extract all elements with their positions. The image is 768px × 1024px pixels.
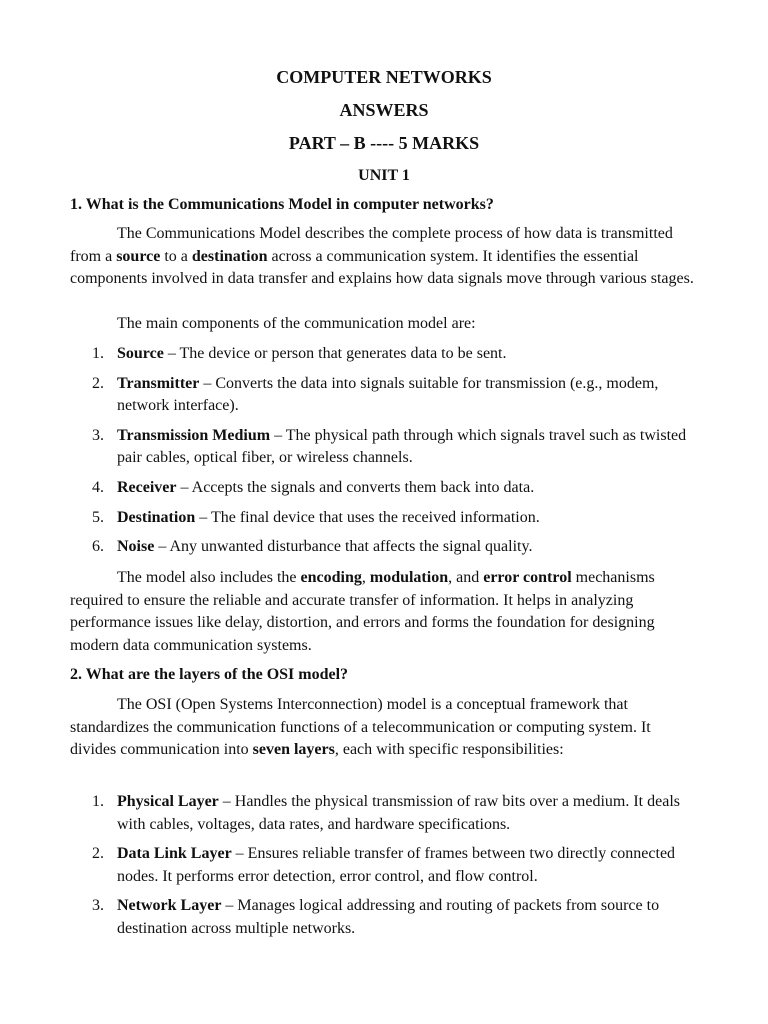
list-item [70, 791, 700, 836]
paragraph-text: to a [160, 247, 192, 265]
paragraph-text: The Communications Model describes the complete process of how data is transmitted from a [70, 225, 673, 265]
list-item [70, 477, 700, 500]
list-description: – Accepts the signals and converts them back into data. [176, 478, 535, 496]
list-item [70, 425, 700, 470]
list-description: – Handles the physical transmission of raw bits over a medium. It deals with cables, voltages, data rates, and hardware specifications. [117, 793, 680, 833]
list-description: – Ensures reliable transfer of frames between two directly connected nodes. It performs error detection, error control, and flow control. [117, 845, 676, 885]
bold-term-error-control: error control [483, 569, 572, 586]
question-1-paragraph-1 [70, 223, 700, 291]
list-number: 4. [92, 478, 104, 496]
communication-components-list [70, 343, 700, 566]
list-item [70, 536, 700, 559]
list-description: – Any unwanted disturbance that affects the signal quality. [154, 538, 533, 556]
list-item [70, 507, 700, 530]
paragraph-text: The OSI (Open Systems Interconnection) model is a conceptual framework that standardizes the communication functions of a telecommunication or computing system. It divides communication into [70, 696, 651, 759]
list-number: 6. [92, 538, 104, 556]
list-term: Noise [117, 538, 155, 556]
list-number: 3. [92, 897, 104, 915]
question-2-heading: 2. What are the layers of the OSI model? [70, 666, 349, 683]
list-number: 1. [92, 345, 104, 362]
list-term: Physical Layer [117, 793, 219, 810]
paragraph-text: , and [448, 569, 484, 586]
paragraph-text: across a communication system. It identifies the essential components involved in data transfer and explains how data signals move through various stages. [70, 247, 694, 288]
list-description: – The final device that uses the received information. [195, 508, 540, 526]
bold-term-destination: destination [191, 247, 268, 265]
list-item [70, 843, 700, 888]
bold-term-encoding: encoding [300, 569, 362, 586]
list-term: Transmission Medium [117, 426, 271, 444]
list-number: 2. [92, 845, 104, 863]
question-1-paragraph-2: The main components of the communication model are: [117, 315, 476, 332]
paragraph-text: , [361, 569, 370, 586]
part-heading: PART – B ---- 5 MARKS [288, 133, 480, 153]
osi-layers-list [70, 791, 700, 948]
list-description: – Converts the data into signals suitable for transmission (e.g., modem, network interface). [117, 374, 659, 415]
list-number: 1. [92, 793, 104, 810]
question-1-paragraph-3 [70, 567, 700, 657]
list-number: 5. [92, 508, 104, 526]
bold-term-source: source [116, 247, 161, 265]
paragraph-text: , each with specific responsibilities: [334, 741, 564, 759]
list-item [70, 343, 700, 366]
list-term: Transmitter [117, 374, 200, 392]
list-description: – Manages logical addressing and routing of packets from source to destination across multiple networks. [117, 897, 660, 937]
list-term: Destination [117, 508, 196, 526]
question-2-paragraph-1 [70, 694, 700, 762]
document-subtitle: ANSWERS [339, 100, 429, 120]
document-title: COMPUTER NETWORKS [276, 67, 492, 87]
question-1-heading: 1. What is the Communications Model in computer networks? [70, 196, 494, 213]
paragraph-text: mechanisms required to ensure the reliable and accurate transfer of information. It helps in analyzing performance issues like delay, distortion, and errors and forms the foundation for designing modern data communication systems. [70, 569, 655, 654]
list-term: Receiver [117, 478, 177, 496]
list-description: – The device or person that generates data to be sent. [163, 345, 507, 362]
list-number: 2. [92, 374, 104, 392]
list-number: 3. [92, 426, 104, 444]
unit-heading: UNIT 1 [358, 167, 410, 184]
bold-term-seven-layers: seven layers [252, 741, 335, 759]
list-term: Data Link Layer [117, 845, 232, 863]
list-item [70, 895, 700, 940]
list-item [70, 373, 700, 418]
paragraph-text: The model also includes the [117, 569, 301, 586]
list-description: – The physical path through which signals travel such as twisted pair cables, optical fiber, or wireless channels. [117, 426, 687, 467]
bold-term-modulation: modulation [369, 569, 449, 586]
list-term: Source [117, 345, 164, 362]
list-term: Network Layer [117, 897, 222, 915]
